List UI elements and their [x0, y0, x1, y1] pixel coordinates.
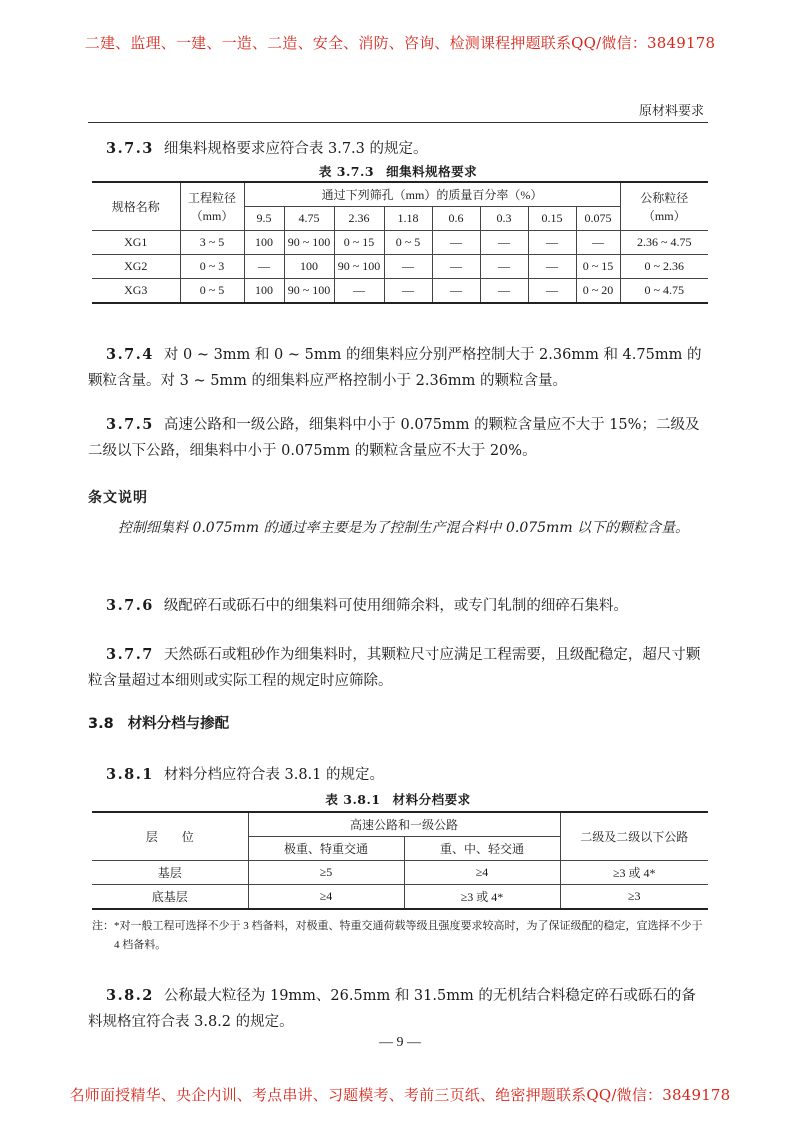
cell-layer: 基层	[92, 861, 248, 885]
header-heavy-traffic: 极重、特重交通	[248, 837, 404, 861]
clause-3-7-4	[88, 342, 708, 394]
clause-number: 3.7.4	[106, 346, 154, 363]
running-head: 原材料要求	[638, 104, 704, 119]
explanation-title: 条文说明	[88, 490, 148, 506]
cell-pass: —	[334, 279, 384, 304]
header-nominal-label: 公称粒径	[640, 190, 689, 205]
cell-pass: —	[528, 231, 576, 255]
clause-text: 对 0 ~ 3mm 和 0 ~ 5mm 的细集料应分别严格控制大于 2.36mm 和 4.75mm 的颗粒含量。对 3 ~ 5mm 的细集料应严格控制小于 2.36mm 的颗粒含量。	[88, 347, 702, 389]
cell-pass: —	[384, 279, 432, 304]
cell-pass: —	[480, 255, 528, 279]
cell-size: 3 ~ 5	[180, 231, 244, 255]
clause-3-8-2	[88, 983, 708, 1035]
cell-pass: 90 ~ 100	[284, 231, 334, 255]
footnote-text: *对一般工程可选择不少于 3 档备料，对极重、特重交通荷载等级且强度要求较高时，为了保证级配的稳定，宜选择不少于 4 档备料。	[114, 920, 703, 951]
cell-pass: 90 ~ 100	[334, 255, 384, 279]
cell-spec: XG2	[92, 255, 180, 279]
cell-pass: 100	[244, 231, 284, 255]
cell-pass: —	[480, 279, 528, 304]
sieve-size: 0.3	[480, 207, 528, 231]
explanation-text: 控制细集料 0.075mm 的通过率主要是为了控制生产混合料中 0.075mm 以下的颗粒含量。	[118, 520, 690, 536]
clause-number: 3.7.3	[106, 140, 154, 157]
section-number: 3.8	[88, 716, 114, 732]
sieve-size: 4.75	[284, 207, 334, 231]
clause-3-7-3	[88, 136, 708, 162]
cell-size: 0 ~ 3	[180, 255, 244, 279]
cell-pass: —	[432, 279, 480, 304]
sieve-size: 0.15	[528, 207, 576, 231]
cell-second: ≥3 或 4*	[560, 861, 708, 885]
section-title: 材料分档与掺配	[127, 716, 230, 732]
table-number: 表 3.7.3	[318, 164, 375, 179]
cell-layer: 底基层	[92, 885, 248, 910]
header-spec-name: 规格名称	[92, 182, 180, 231]
header-layer: 层 位	[92, 812, 248, 861]
cell-pass: 100	[244, 279, 284, 304]
cell-heavy: ≥5	[248, 861, 404, 885]
cell-pass: —	[576, 231, 620, 255]
sieve-size: 9.5	[244, 207, 284, 231]
cell-nominal: 2.36 ~ 4.75	[620, 231, 708, 255]
table-3-7-3	[92, 181, 708, 304]
table-row	[92, 861, 708, 885]
table-number: 表 3.8.1	[325, 792, 381, 807]
table-footnote	[92, 917, 710, 955]
cell-pass: —	[432, 255, 480, 279]
header-rule	[88, 122, 708, 123]
cell-nominal: 0 ~ 4.75	[620, 279, 708, 304]
clause-number: 3.7.5	[106, 416, 154, 433]
cell-spec: XG3	[92, 279, 180, 304]
page-number: — 9 —	[379, 1035, 421, 1050]
header-nominal-size	[620, 182, 708, 231]
cell-size: 0 ~ 5	[180, 279, 244, 304]
sieve-size: 1.18	[384, 207, 432, 231]
clause-number: 3.7.7	[106, 646, 154, 663]
cell-pass: —	[432, 231, 480, 255]
footnote-label: 注：	[92, 920, 114, 932]
sieve-size: 0.6	[432, 207, 480, 231]
cell-pass: —	[480, 231, 528, 255]
cell-pass: 100	[284, 255, 334, 279]
cell-heavy: ≥4	[248, 885, 404, 910]
header-medium-traffic: 重、中、轻交通	[404, 837, 560, 861]
clause-text: 天然砾石或粗砂作为细集料时，其颗粒尺寸应满足工程需要，且级配稳定，超尺寸颗粒含量超过本细则或实际工程的规定时应筛除。	[88, 647, 701, 689]
cell-pass: 90 ~ 100	[284, 279, 334, 304]
clause-3-7-6	[88, 593, 708, 619]
sieve-size: 2.36	[334, 207, 384, 231]
section-3-8-heading	[88, 712, 229, 733]
header-highway: 高速公路和一级公路	[248, 812, 560, 837]
cell-spec: XG1	[92, 231, 180, 255]
table-row	[92, 885, 708, 910]
sieve-size: 0.075	[576, 207, 620, 231]
cell-pass: 0 ~ 15	[334, 231, 384, 255]
cell-pass: —	[244, 255, 284, 279]
clause-text: 级配碎石或砾石中的细集料可使用细筛余料，或专门轧制的细碎石集料。	[163, 598, 628, 614]
table-3-7-3-caption	[88, 162, 708, 180]
cell-medium: ≥4	[404, 861, 560, 885]
header-passing-percent: 通过下列筛孔（mm）的质量百分率（%）	[244, 182, 620, 207]
cell-pass: 0 ~ 15	[576, 255, 620, 279]
cell-nominal: 0 ~ 2.36	[620, 255, 708, 279]
clause-number: 3.8.2	[106, 987, 154, 1004]
table-row	[92, 255, 708, 279]
cell-pass: —	[528, 255, 576, 279]
header-size-unit: （mm）	[190, 208, 234, 223]
header-second-class: 二级及二级以下公路	[560, 812, 708, 861]
clause-text: 公称最大粒径为 19mm、26.5mm 和 31.5mm 的无机结合料稳定碎石或砾石的备料规格宜符合表 3.8.2 的规定。	[88, 988, 696, 1030]
bottom-promo-banner: 名师面授精华、央企内训、考点串讲、习题模考、考前三页纸、绝密押题联系QQ/微信：3849178	[69, 1086, 731, 1104]
table-row	[92, 231, 708, 255]
table-title: 材料分档要求	[392, 792, 471, 807]
table-3-8-1-caption	[88, 790, 708, 808]
clause-3-7-5	[88, 412, 708, 464]
clause-3-8-1	[88, 762, 708, 788]
top-promo-banner: 二建、监理、一建、一造、二造、安全、消防、咨询、检测课程押题联系QQ/微信：3849178	[84, 34, 716, 52]
clause-text: 细集料规格要求应符合表 3.7.3 的规定。	[163, 141, 428, 157]
table-title: 细集料规格要求	[386, 164, 478, 179]
clause-text: 材料分档应符合表 3.8.1 的规定。	[163, 767, 384, 783]
clause-number: 3.7.6	[106, 597, 154, 614]
cell-medium: ≥3 或 4*	[404, 885, 560, 910]
clause-text: 高速公路和一级公路，细集料中小于 0.075mm 的颗粒含量应不大于 15%；二级及二级以下公路，细集料中小于 0.075mm 的颗粒含量应不大于 20%。	[88, 417, 700, 459]
table-row	[92, 279, 708, 304]
header-size-label: 工程粒径	[187, 190, 236, 205]
cell-pass: 0 ~ 5	[384, 231, 432, 255]
clause-number: 3.8.1	[106, 766, 154, 783]
cell-second: ≥3	[560, 885, 708, 910]
table-3-8-1	[92, 811, 708, 910]
header-nominal-unit: （mm）	[642, 208, 686, 223]
cell-pass: 0 ~ 20	[576, 279, 620, 304]
cell-pass: —	[528, 279, 576, 304]
header-engineering-size	[180, 182, 244, 231]
clause-3-7-7	[88, 642, 708, 694]
cell-pass: —	[384, 255, 432, 279]
